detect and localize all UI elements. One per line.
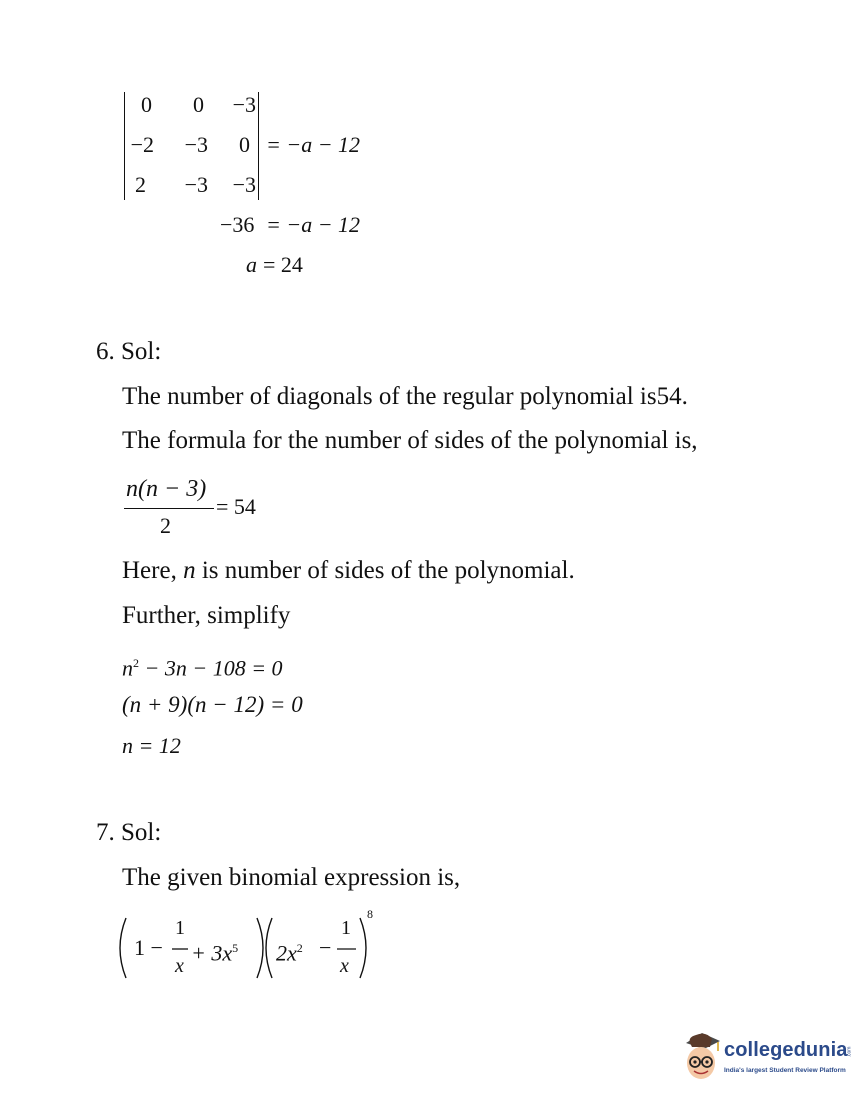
eye-left	[693, 1060, 696, 1063]
det-cell: −2	[130, 132, 154, 157]
det-cell: −3	[184, 172, 208, 197]
expr-outer-power: 8	[367, 907, 373, 921]
expr-frac2-den: x	[340, 955, 349, 977]
solution-6-line-4: Further, simplify	[122, 602, 291, 629]
line3-text-a: Here,	[122, 557, 177, 584]
fraction-numerator-rest: (n − 3)	[138, 476, 207, 502]
expr-one-minus: 1 −	[134, 935, 163, 960]
det-cell: −3	[184, 132, 208, 157]
expr-plus-term-text: + 3x	[191, 940, 233, 966]
line1-number: 54	[656, 383, 682, 410]
det-cell: 0	[141, 92, 152, 117]
expr-frac1-num: 1	[175, 917, 185, 939]
expr-two-x-text: 2x	[276, 940, 297, 966]
brand-domain: .com	[846, 1046, 853, 1058]
brand-name: collegedunia	[724, 1039, 848, 1061]
right-paren-2	[360, 918, 366, 978]
hair	[690, 1034, 712, 1047]
expr-exponent-5: 5	[232, 941, 239, 955]
expr-frac1-den: x	[175, 955, 184, 977]
line3-variable: n	[183, 557, 196, 584]
solution-6-heading: 6. Sol:	[96, 338, 162, 365]
line3-text-b: is number of sides of the polynomial.	[201, 557, 575, 584]
fraction-numerator-n: n	[126, 476, 138, 502]
solution-6-line-3	[122, 556, 575, 586]
line1-period: .	[681, 383, 688, 410]
eye-right	[705, 1060, 708, 1063]
left-paren-2	[266, 918, 272, 978]
equation-quadratic	[122, 650, 283, 681]
determinant-right-bar	[258, 92, 259, 200]
expr-minus: −	[319, 935, 332, 960]
expr-plus-term	[191, 935, 238, 966]
det-cell: 0	[239, 132, 250, 157]
mascot-icon	[680, 1029, 724, 1083]
solution-6-line-1	[122, 382, 688, 412]
eq1-var: n	[122, 655, 133, 681]
det-result-var: a	[246, 252, 257, 277]
eq1-rest: − 3n − 108 = 0	[144, 655, 283, 681]
det-cell: 0	[193, 92, 204, 117]
equation-factored: (n + 9)(n − 12) = 0	[122, 692, 303, 717]
right-paren-1	[257, 918, 263, 978]
det-cell: 2	[135, 172, 146, 197]
det-cell: −3	[232, 92, 256, 117]
equation-result: n = 12	[122, 733, 181, 758]
eq1-exponent: 2	[133, 656, 139, 670]
solution-7-heading: 7. Sol:	[96, 819, 162, 846]
det-cell: −3	[232, 172, 256, 197]
det-result-val: = 24	[263, 252, 303, 277]
brand-tagline: India's largest Student Review Platform	[724, 1067, 846, 1074]
fraction-rhs: = 54	[216, 494, 256, 519]
det-step1-rhs: = −a − 12	[266, 212, 361, 237]
expr-frac2-num: 1	[341, 917, 351, 939]
solution-6-line-2: The formula for the number of sides of the polynomial is,	[122, 427, 698, 454]
expr-two-x	[276, 935, 303, 966]
line1-text: The number of diagonals of the regular polynomial is	[122, 383, 657, 410]
fraction-numerator	[126, 476, 206, 502]
fraction-bar	[124, 508, 214, 509]
det-equals-rhs: = −a − 12	[266, 132, 361, 157]
brand-logo	[680, 1027, 853, 1087]
expr-exponent-2: 2	[296, 941, 303, 955]
det-step1-lhs: −36	[220, 212, 255, 237]
solution-7-line-1: The given binomial expression is,	[122, 864, 461, 891]
left-paren-1	[120, 918, 126, 978]
fraction-denominator: 2	[160, 513, 171, 538]
